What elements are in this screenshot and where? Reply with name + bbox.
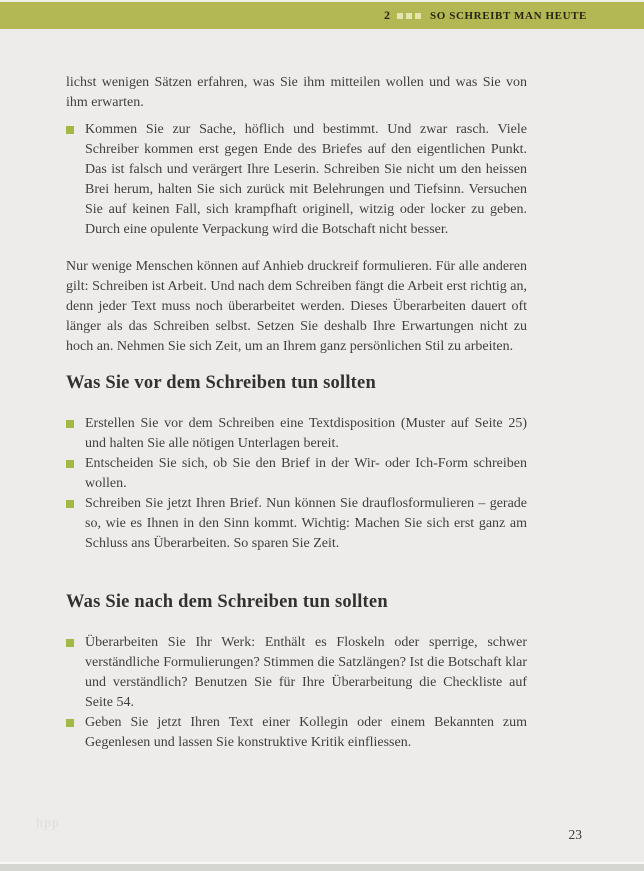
page-number: 23 xyxy=(568,827,582,842)
chapter-squares xyxy=(397,13,421,19)
page-bottom-edge xyxy=(0,864,644,871)
chapter-header-bar xyxy=(0,2,644,29)
chapter-number: 2 xyxy=(384,8,391,22)
bullet-item: Erstellen Sie vor dem Schreiben eine Textdisposition (Muster auf Seite 25) und halten Sie alle nötigen Unterlagen bereit. xyxy=(85,414,527,454)
chapter-title: SO SCHREIBT MAN HEUTE xyxy=(430,9,587,22)
square-icon xyxy=(397,13,403,19)
bullet-item: Geben Sie jetzt Ihren Text einer Kollegin oder einem Bekannten zum Gegenlesen und lassen Sie konstruktive Kritik einfliessen. xyxy=(85,713,527,753)
body-paragraph: Nur wenige Menschen können auf Anhieb druckreif formulieren. Für alle anderen gilt: Schreiben ist Arbeit. Und nach dem Schreiben fängt die Arbeit erst richtig an, denn jeder Text muss noch überarbeitet werden. Dieses Überarbeiten dauert oft länger als das Schreiben selbst. Setzen Sie deshalb Ihre Erwartungen nicht zu hoch an. Nehmen Sie sich Zeit, um an Ihrem ganz persönlichen Stil zu arbeiten. xyxy=(66,259,527,354)
section-heading-after-writing: Was Sie nach dem Schreiben tun sollten xyxy=(66,592,388,612)
before-writing-bullet-list xyxy=(85,414,527,554)
bullet-item: Entscheiden Sie sich, ob Sie den Brief in der Wir- oder Ich-Form schreiben wollen. xyxy=(85,454,527,494)
watermark: hpp xyxy=(36,816,60,831)
bullet-item: Schreiben Sie jetzt Ihren Brief. Nun können Sie drauflosformulieren – gerade so, wie es Ihnen in den Sinn kommt. Wichtig: Machen Sie sich erst ganz am Schluss ans Überarbeiten. So sparen Sie Zeit. xyxy=(85,494,527,554)
square-icon xyxy=(406,13,412,19)
section-heading-before-writing: Was Sie vor dem Schreiben tun sollten xyxy=(66,373,376,393)
after-writing-bullet-list xyxy=(85,633,527,753)
intro-bullet-list xyxy=(85,120,527,240)
square-icon xyxy=(415,13,421,19)
continuation-paragraph: lichst wenigen Sätzen erfahren, was Sie ihm mitteilen wollen und was Sie von ihm erwarten. xyxy=(66,75,527,110)
page-content xyxy=(0,29,644,753)
bullet-item: Überarbeiten Sie Ihr Werk: Enthält es Floskeln oder sperrige, schwer verständliche Formulierungen? Stimmen die Satzlängen? Ist die Botschaft klar und verständlich? Benutzen Sie für Ihre Überarbeitung die Checkliste auf Seite 54. xyxy=(85,633,527,713)
bullet-item: Kommen Sie zur Sache, höflich und bestimmt. Und zwar rasch. Viele Schreiber kommen erst gegen Ende des Briefes auf den eigentlichen Punkt. Das ist falsch und verärgert Ihre Leserin. Schreiben Sie nicht um den heissen Brei herum, halten Sie sich zurück mit Belehrungen und Tiefsinn. Versuchen Sie auf keinen Fall, sich krampfhaft originell, witzig oder locker zu geben. Durch eine opulente Verpackung wird die Botschaft nicht besser. xyxy=(85,120,527,240)
